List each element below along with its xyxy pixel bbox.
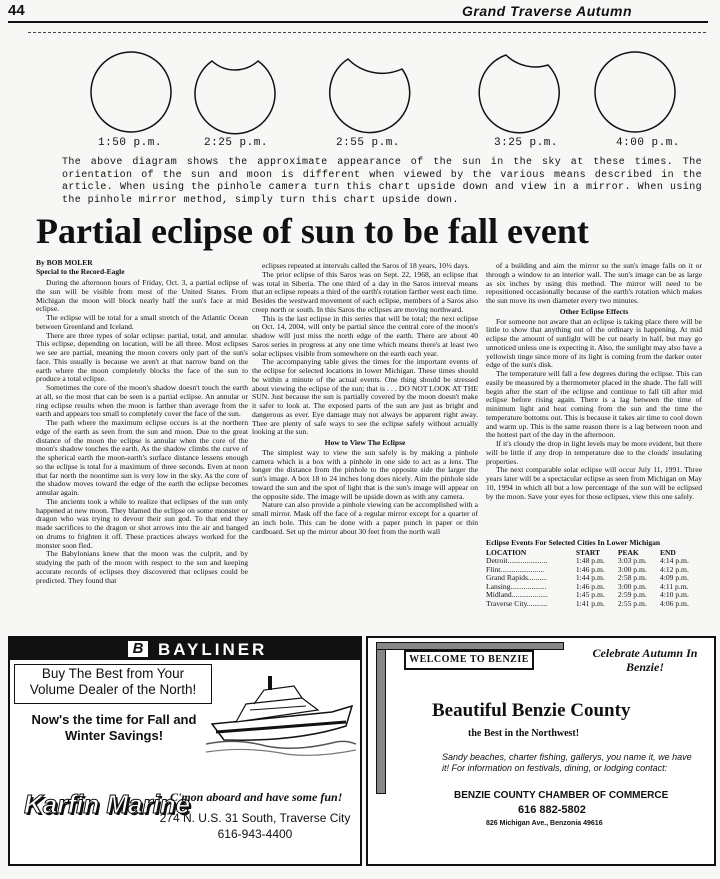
bayliner-address: 274 N. U.S. 31 South, Traverse City — [159, 811, 351, 825]
eclipse-phase-3-icon — [328, 49, 414, 135]
table-cell: 4:06 p.m. — [659, 598, 689, 608]
celebrate-autumn: Celebrate Autumn In Benzie! — [592, 646, 698, 674]
benzie-subtitle: the Best in the Northwest! — [468, 728, 580, 739]
time-label-4: 3:25 p.m. — [494, 137, 558, 149]
events-table — [486, 548, 702, 609]
table-cell: 4:09 p.m. — [659, 573, 689, 583]
table-cell: 4:10 p.m. — [659, 590, 689, 600]
subhead-other-effects: Other Eclipse Effects — [559, 306, 629, 316]
table-cell: 4:12 p.m. — [659, 564, 689, 574]
karfin-marine-logo-text: Karfin Marine — [24, 789, 191, 819]
bayliner-offer: Now's the time for Fall and Winter Savings! — [31, 712, 197, 743]
bayliner-brand: BAYLINER — [158, 640, 268, 659]
table-cell: 3:00 p.m. — [617, 581, 647, 591]
benzie-description: Sandy beaches, charter fishing, gallerys, you name it, we have it! For information on festivals, dining, or lodging contact: — [442, 752, 692, 773]
column-header: START — [575, 548, 601, 557]
subhead-how-to-view: How to View The Eclipse — [324, 438, 406, 447]
eclipse-diagram — [28, 32, 706, 206]
table-cell: 1:44 p.m. — [575, 573, 605, 583]
table-cell: Flint....................... — [486, 564, 545, 574]
diagram-caption: The above diagram shows the approximate appearance of the sun in the sky at these times. The orientation of the sun and moon is different when viewed by the various means described in the article. When using the pinhole camera turn this chart upside down and view in a mirror. When using the pinhole mirror method, simply turn this chart upside down. — [62, 157, 702, 206]
paragraph: The ancients took a while to realize that eclipses of the sun only happened at new moon. They blamed the eclipse on some monster or dragon who was trying to devour their sun god. To that end they made sacrifices to the dragon or shot arrows into the air and banged on drums to frighten it off. These practices always worked for the monster soon fled. — [36, 496, 248, 550]
paragraph: There are three types of solar eclipse: partial, total, and annular. This eclipse, depending on location, will be all three. Most eclipses we see are partial, meaning the moon covers only part of the sun's face. This usually is because we aren't at that narrow band on the earth where the moon completely blocks the face of the sun to produce a total eclipse. — [36, 330, 248, 384]
sign-post — [376, 642, 386, 794]
table-cell: Grand Rapids.......... — [486, 573, 547, 583]
bayliner-ad — [8, 636, 362, 866]
paragraph: The path where the maximum eclipse occurs is at the northern edge of the earth as seen from the sun and moon. Due to the great distance of the moon the eclipse is annular when the core of the moon's shadow touches the earth. As the shadow climbs the curve of the spherical earth the moon-earth's surface distance lessens enough so the eclipse is total for a maximum of three seconds. Even at noon that far north the noontime sun is very low in the sky. As the core of the shadow moves toward the edge of the earth the eclipse becomes annular again. — [36, 418, 248, 497]
eclipse-events-table — [486, 538, 702, 609]
byline-author: By BOB MOLER — [36, 258, 93, 267]
article-headline: Partial eclipse of sun to be fall event — [36, 211, 589, 251]
paragraph: The temperature will fall a few degrees during the eclipse. This can easily be measured by a thermometer placed in the shade. The fall will begin after the start of the eclipse and continue to fall till after mid eclipse before rising again. There is a lag between the time of minimum light and heat coming from the sun and the time the temperature bottoms out. This is because it takes air time to cool down and warm up. This is the same reason there is a lag between noon and the hottest part of the day in the afternoon. — [486, 369, 702, 440]
table-cell: Lansing................... — [486, 581, 547, 591]
eclipse-phase-5-icon — [592, 49, 678, 135]
eclipse-phase-1-icon — [88, 49, 174, 135]
table-cell: 2:55 p.m. — [617, 598, 647, 608]
paragraph: Sometimes the core of the moon's shadow doesn't touch the earth at all, so the most that can be seen is a partial eclipse. An annular or ring eclipse results when the moon is farther than average from the earth and appears too small to completely cover the face of the sun. — [36, 383, 248, 419]
time-label-2: 2:25 p.m. — [204, 137, 268, 149]
time-label-3: 2:55 p.m. — [336, 137, 400, 149]
bayliner-phone: 616-943-4400 — [217, 827, 293, 841]
welcome-sign: WELCOME TO BENZIE — [404, 650, 534, 670]
sign-beam — [376, 642, 564, 650]
paragraph: The accompanying table gives the times for the important events of the eclipse for selected locations in lower Michigan. These times should be within a minute of the actual events. One thing should be stressed about viewing the eclipse of the sun; that is . . . DO NOT LOOK AT THE SUN. Just because the sun is partially covered by the moon doesn't make it safer to look at. The exposed parts of the sun are just as bright and dangerous as ever. Eye damage may not always be apparent right away. Thee are plenty of safe ways to see the eclipse safely without actually looking at the sun. — [252, 357, 478, 437]
table-cell: Midland................... — [486, 590, 548, 600]
header-rule — [8, 21, 708, 23]
bayliner-tagline: Buy The Best from Your Volume Dealer of the North! — [29, 666, 197, 697]
benzie-phone: 616 882-5802 — [518, 804, 586, 816]
paragraph: For someone not aware that an eclipse is taking place there will be little to show that anything out of the ordinary is happening. At mid eclipse the amount of sunlight will be cut nearly in half, but may go unnoticed unless one is expecting it. Also, the sunlight may also have a yellowish tinge since more of its light is coming from the darker outer edge of the sun's disk. — [486, 316, 702, 370]
table-cell: 2:59 p.m. — [617, 590, 647, 600]
events-table-title: Eclipse Events For Selected Cities In Lower Michigan — [486, 538, 661, 547]
bayliner-slogan: C'mon aboard and have some fun! — [170, 790, 343, 804]
table-cell: 1:41 p.m. — [575, 598, 605, 608]
boat-icon — [206, 666, 356, 758]
table-cell: 3:00 p.m. — [617, 564, 647, 574]
bayliner-logo-icon: B — [128, 641, 148, 657]
page-number: 44 — [8, 2, 25, 19]
paragraph: The next comparable solar eclipse will occur July 11, 1991. Three years later will be a spectacular eclipse as seen from Michigan on May 10, 1994 in which all but a low percentage of the sun will be eclipsed by the moon. Save your eyes for those eclipses, view this one safely. — [486, 465, 702, 501]
table-cell: 4:11 p.m. — [659, 581, 689, 591]
benzie-title: Beautiful Benzie County — [432, 700, 631, 721]
paragraph: The simplest way to view the sun safely is by making a pinhole camera which is a box with a pinhole in one side to act as a lens. The longer the distance from the pinhole to the opposite side the larger the sun's image. A box 18 to 24 inches long does nicely. Aim the pinhole side toward the sun and the spot of light that is the sun's image will appear on the opposite side. The image will be upside down as with any camera. — [252, 447, 478, 501]
table-cell: Traverse City........... — [486, 598, 548, 608]
eclipse-phase-4-icon — [478, 49, 564, 135]
table-cell: 2:58 p.m. — [617, 573, 647, 583]
table-cell: 1:46 p.m. — [575, 564, 605, 574]
eclipse-phase-2-icon — [192, 49, 278, 135]
column-header: LOCATION — [486, 548, 527, 557]
byline — [36, 258, 125, 276]
table-cell: Detroit..................... — [486, 556, 548, 565]
paragraph: eclipses repeated at intervals called the Saros of 18 years, 10⅓ days. — [262, 262, 470, 270]
time-label-1: 1:50 p.m. — [98, 137, 162, 149]
benzie-address: 826 Michigan Ave., Benzonia 49616 — [486, 820, 603, 827]
table-cell: 3:03 p.m. — [617, 556, 647, 565]
paragraph: If it's cloudy the drop in light levels may be more evident, but there will be little if any drop in temperature due to the clouds' insulating properties. — [486, 439, 702, 466]
running-head: Grand Traverse Autumn — [462, 3, 632, 19]
paragraph: Nature can also provide a pinhole viewing can be accomplished with a small mirror. Mask off the face of a regular mirror except for a quarter of an inch hole. This can be done with a paper punch in paper or thin cardboard. Set up the mirror about 30 feet from the north wall — [252, 500, 478, 536]
bayliner-banner — [10, 638, 360, 660]
column-header: END — [659, 548, 676, 557]
table-cell: 1:46 p.m. — [575, 581, 605, 591]
table-cell: 1:45 p.m. — [575, 590, 605, 600]
benzie-chamber: BENZIE COUNTY CHAMBER OF COMMERCE — [454, 790, 669, 801]
paragraph: The prior eclipse of this Saros was on Sept. 22, 1968, an eclipse that was total in Siberia. The one third of a day in the Saros interval means that an eclipse repeats a third of the earth's rotation farther west each time. Besides the westward movement of each eclipse, members of a Saros also creep north or south. In this Saros the eclipses are moving northward. — [252, 269, 478, 314]
table-cell: 1:48 p.m. — [575, 556, 605, 565]
table-cell: 4:14 p.m. — [659, 556, 689, 565]
paragraph: The Babylonians knew that the moon was the culprit, and by studying the path of the moon with respect to the sun and keeping accurate records of eclipses they discovered that eclipses could be predicted. They found that — [36, 549, 248, 585]
time-label-5: 4:00 p.m. — [616, 137, 680, 149]
paragraph: of a building and aim the mirror so the sun's image falls on it or through a window to an interior wall. The sun's image can be as large as six inches by using this method. The mirror will need to be repositioned occasionally because of the earth's rotation which makes the sun move its own diameter every two minutes. — [486, 262, 702, 305]
paragraph: The eclipse will be total for a small stretch of the Atlantic Ocean between Greenland and Iceland. — [36, 313, 248, 331]
column-header: PEAK — [617, 548, 639, 557]
benzie-county-ad — [366, 636, 716, 866]
paragraph: This is the last eclipse in this series that will be total; the next eclipse on Oct. 14, 2004, will only be partial since the central core of the moon's shadow will just miss the north edge of the earth. There are about 40 Saros series in progress at any one time which means there's at least two solar eclipses visible from somewhere on the earth each year. — [252, 313, 478, 358]
byline-affiliation: Special to the Record-Eagle — [36, 267, 125, 276]
bayliner-contact — [150, 810, 360, 842]
table-row — [486, 600, 702, 609]
paragraph: During the afternoon hours of Friday, Oct. 3, a partial eclipse of the sun will be visible from most of the United States. From Michigan the moon will block nearly half the sun's face at mid eclipse. — [36, 279, 248, 314]
